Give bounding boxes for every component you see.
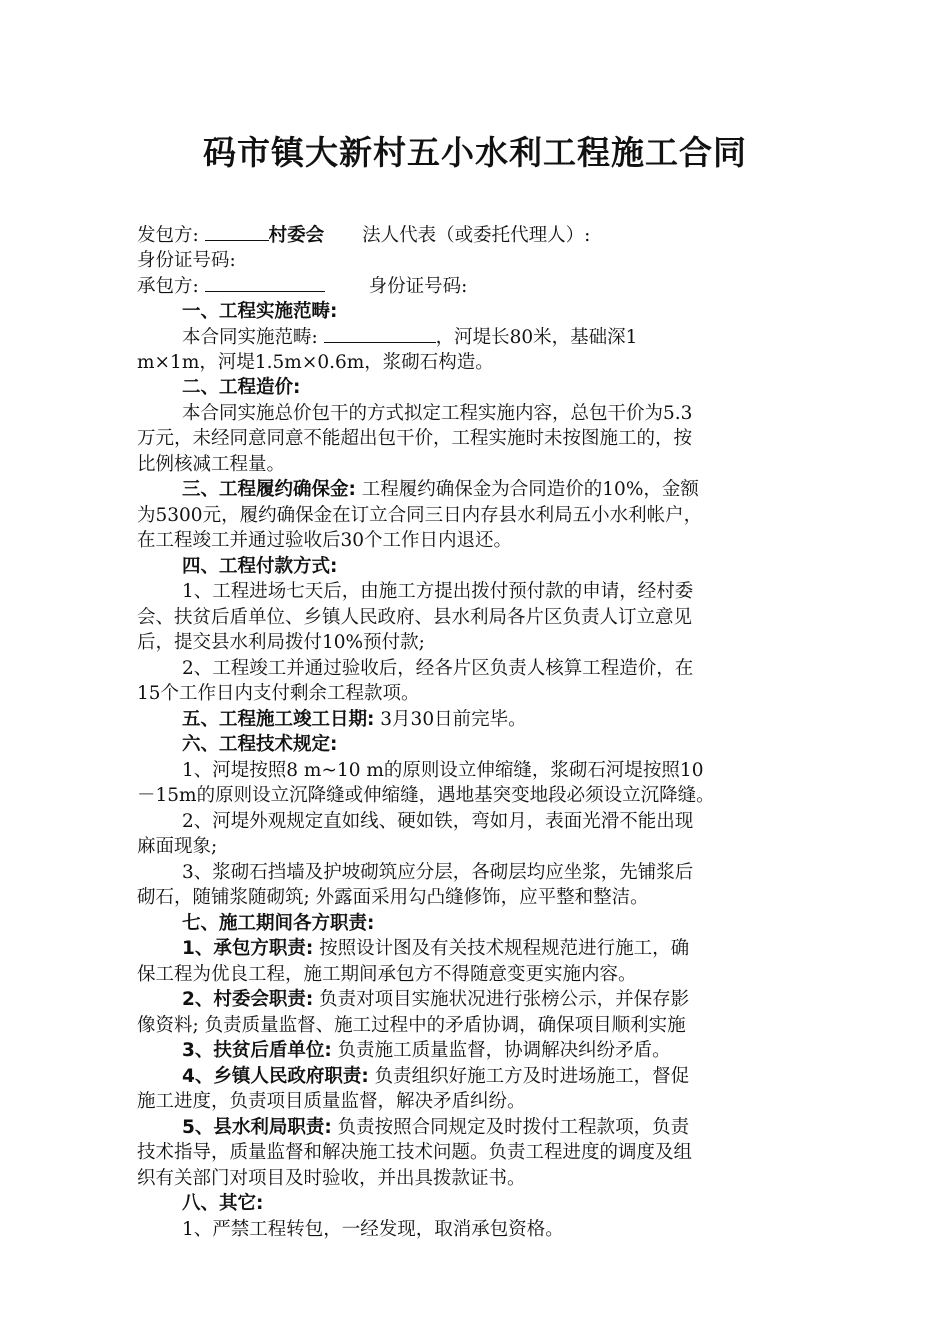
text-span: 工程履约确保金为合同造价的10%，金额 [355, 479, 699, 500]
contractor-blank [205, 273, 325, 292]
paragraph-line: 像资料; 负责质量监督、施工过程中的矛盾协调，确保项目顺利实施 [137, 1014, 686, 1036]
paragraph-line: 1、工程进场七天后，由施工方提出拨付预付款的申请，经村委 [182, 581, 694, 602]
id-label: 身份证号码: [137, 249, 236, 271]
paragraph-line: 在工程竣工并通过验收后30个工作日内退还。 [137, 530, 513, 551]
paragraph-line: 麻面现象; [137, 836, 218, 857]
text-span: ，河堤长80米，基础深1 [435, 327, 638, 348]
section-heading: 四、工程付款方式: [182, 555, 338, 577]
paragraph-line: 后，提交县水利局拨付10%预付款; [137, 632, 425, 653]
paragraph-line [137, 1038, 817, 1064]
paragraph-line [137, 707, 817, 733]
text-span: 负责对项目实施状况进行张榜公示，并保存影 [313, 989, 690, 1010]
scope-blank [324, 324, 436, 343]
paragraph-line: 会、扶贫后盾单位、乡镇人民政府、县水利局各片区负责人订立意见 [137, 606, 693, 628]
paragraph-line: 1、严禁工程转包，一经发现，取消承包资格。 [182, 1218, 564, 1240]
paragraph-line: 施工进度，负责项目质量监督，解决矛盾纠纷。 [137, 1091, 526, 1112]
text-span: 3月30日前完毕。 [374, 708, 527, 730]
paragraph-line: －15m的原则设立沉降缝或伸缩缝，遇地基突变地段必须设立沉降缝。 [137, 785, 715, 806]
section-heading: 六、工程技术规定: [182, 734, 338, 755]
paragraph-line: 为5300元，履约确保金在订立合同三日内存县水利局五小水利帐户， [137, 504, 703, 526]
paragraph-line: 织有关部门对项目及时验收，并出具拨款证书。 [137, 1167, 526, 1189]
paragraph-line [137, 1115, 817, 1141]
paragraph-line: 万元，未经同意同意不能超出包干价，工程实施时未按图施工的，按 [137, 428, 693, 449]
contractor-line [137, 273, 817, 299]
contractor-label: 承包方: [137, 276, 199, 297]
section-heading: 七、施工期间各方职责: [182, 912, 375, 934]
section-heading: 三、工程履约确保金: [182, 479, 356, 500]
paragraph-line: 3、浆砌石挡墙及护坡砌筑应分层，各砌层均应坐浆，先铺浆后 [182, 861, 694, 883]
employer-line [137, 222, 817, 248]
section-heading: 二、工程造价: [182, 377, 301, 398]
document-title: 码市镇大新村五小水利工程施工合同 [203, 133, 747, 172]
paragraph-line [137, 987, 817, 1013]
contract-body [137, 222, 817, 1242]
paragraph-line [137, 936, 817, 962]
duty-label: 3、扶贫后盾单位: [182, 1040, 332, 1061]
legal-rep-label: 法人代表（或委托代理人）: [362, 225, 591, 246]
paragraph-line [137, 1064, 817, 1090]
paragraph-line: 1、河堤按照8 m~10 m的原则设立伸缩缝，浆砌石河堤按照10 [182, 759, 704, 781]
paragraph-line: 保工程为优良工程，施工期间承包方不得随意变更实施内容。 [137, 963, 637, 985]
id-label: 身份证号码: [368, 276, 468, 297]
paragraph-line: m×1m，河堤1.5m×0.6m，浆砌石构造。 [137, 351, 494, 373]
paragraph-line: 砌石，随铺浆随砌筑; 外露面采用勾凸缝修饰，应平整和整洁。 [137, 887, 649, 908]
paragraph-line: 2、河堤外观规定直如线、硬如铁，弯如月，表面光滑不能出现 [182, 810, 694, 832]
paragraph-line: 技术指导，质量监督和解决施工技术问题。负责工程进度的调度及组 [137, 1142, 693, 1163]
text-span: 负责施工质量监督，协调解决纠纷矛盾。 [331, 1040, 671, 1061]
section-heading: 一、工程实施范畴: [182, 300, 338, 322]
id-line-1 [137, 248, 817, 274]
paragraph-line: 比例核减工程量。 [137, 453, 286, 475]
paragraph-line: 本合同实施总价包干的方式拟定工程实施内容，总包干价为5.3 [182, 402, 693, 424]
employer-name: 村委会 [268, 225, 325, 246]
duty-label: 1、承包方职责: [182, 938, 314, 959]
section-heading: 五、工程施工竣工日期: [182, 708, 375, 730]
text-span: 负责按照合同规定及时拨付工程款项，负责 [331, 1116, 690, 1138]
section-heading: 八、其它: [182, 1193, 264, 1214]
text-span: 负责组织好施工方及时进场施工，督促 [368, 1065, 690, 1087]
paragraph-line [137, 477, 817, 503]
paragraph-line: 15个工作日内支付剩余工程款项。 [137, 683, 420, 704]
text-span: 按照设计图及有关技术规程规范进行施工，确 [313, 938, 690, 959]
text-span: 本合同实施范畴: [182, 327, 324, 348]
employer-label: 发包方: [137, 225, 199, 246]
employer-blank [205, 222, 269, 241]
paragraph-line [137, 324, 817, 350]
duty-label: 5、县水利局职责: [182, 1116, 332, 1138]
duty-label: 4、乡镇人民政府职责: [182, 1065, 369, 1087]
paragraph-line: 2、工程竣工并通过验收后，经各片区负责人核算工程造价，在 [182, 657, 694, 679]
duty-label: 2、村委会职责: [182, 989, 314, 1010]
